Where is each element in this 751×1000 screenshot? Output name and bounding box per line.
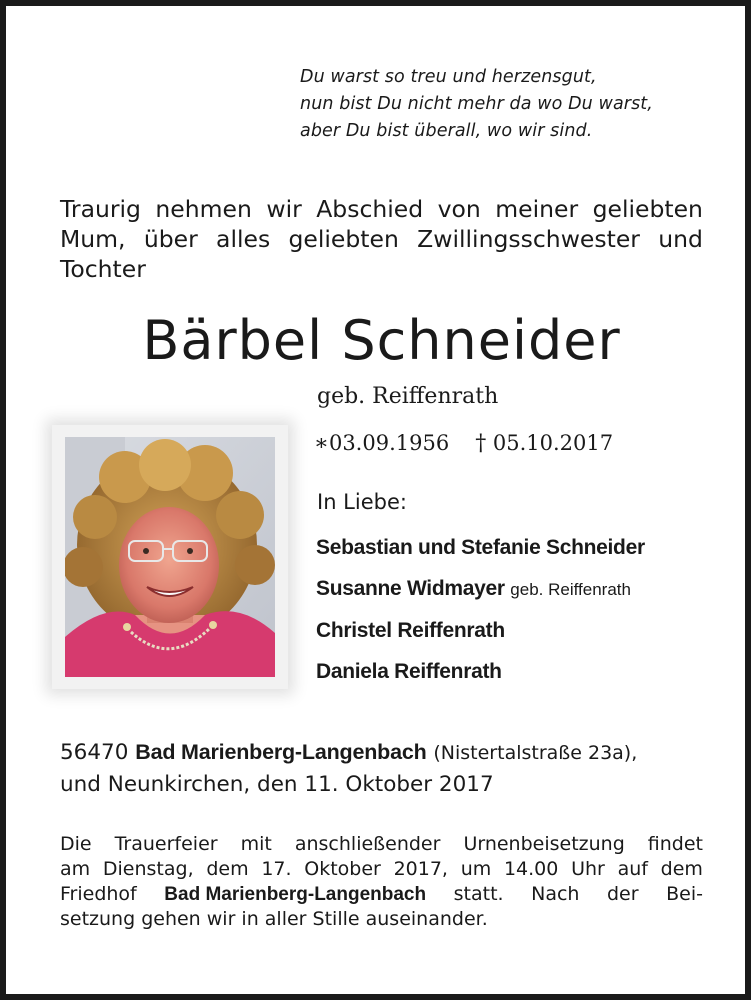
word: Zwillingsschwester [417, 225, 640, 253]
service-line [60, 857, 703, 882]
poem-line: aber Du bist überall, wo wir sind. [300, 121, 593, 141]
word: Traurig [60, 195, 141, 223]
word: über [143, 225, 198, 253]
word: Abschied [316, 195, 424, 223]
word: mit [240, 833, 272, 855]
birth-star-icon: ∗ [314, 431, 329, 456]
word: geliebten [592, 195, 703, 223]
mourner-name: Susanne Widmayer [316, 577, 505, 600]
word: Mum, [60, 225, 126, 253]
word: Urnenbeisetzung [463, 833, 625, 855]
word: statt. [453, 883, 504, 905]
word: 14.00 [503, 858, 559, 880]
portrait-image [65, 437, 275, 677]
cemetery-place: Bad Marienberg-Langenbach [164, 884, 427, 905]
mourner-birth-name: geb. Reiffenrath [510, 580, 631, 599]
word: 17. [261, 858, 292, 880]
word: geliebten [288, 225, 399, 253]
mourner-name: Sebastian und Stefanie Schneider [316, 536, 645, 559]
word: dem [660, 858, 703, 880]
word: Dienstag, [102, 858, 194, 880]
word: Trauerfeier [114, 833, 218, 855]
birth-name: geb. Reiffenrath [317, 384, 499, 409]
funeral-notice [60, 832, 703, 932]
word: wir [266, 195, 302, 223]
mourner-entry [316, 577, 631, 601]
word: nehmen [155, 195, 252, 223]
intro-line [60, 194, 703, 224]
word: Nach [531, 883, 580, 905]
town: Bad Marienberg-Langenbach [135, 740, 427, 764]
intro-line: Tochter [60, 255, 146, 283]
word: Uhr [571, 858, 605, 880]
date-line: und Neunkirchen, den 11. Oktober 2017 [60, 772, 494, 797]
word: Oktober [304, 858, 381, 880]
service-line [60, 832, 703, 857]
word: Friedhof [60, 883, 137, 905]
mourner-name: Daniela Reiffenrath [316, 660, 502, 683]
life-dates [314, 431, 613, 456]
address-line [60, 737, 637, 769]
place-and-date [60, 737, 637, 800]
birth-date: 03.09.1956 [328, 431, 450, 455]
service-line [60, 882, 703, 907]
word: der [607, 883, 639, 905]
word: auf [617, 858, 648, 880]
word: von [437, 195, 481, 223]
word: und [658, 225, 703, 253]
poem [300, 64, 653, 145]
street: (Nistertalstraße 23a), [433, 742, 638, 764]
word: meiner [495, 195, 579, 223]
word: dem [206, 858, 249, 880]
word: um [460, 858, 492, 880]
word: Die [60, 833, 92, 855]
mourners-heading: In Liebe: [317, 490, 407, 514]
poem-line: Du warst so treu und herzensgut, [300, 67, 597, 87]
mourner-name: Christel Reiffenrath [316, 619, 505, 642]
service-line: setzung gehen wir in aller Stille auseinander. [60, 908, 488, 930]
word: alles [216, 225, 271, 253]
word: am [60, 858, 91, 880]
zip-code: 56470 [60, 740, 129, 765]
word: Bei- [666, 883, 703, 905]
portrait-photo [65, 437, 275, 677]
intro-line [60, 224, 703, 254]
word: 2017, [393, 858, 448, 880]
death-cross-icon: † [475, 431, 487, 456]
portrait-frame [52, 425, 288, 689]
word: anschließender [294, 833, 441, 855]
intro-text [60, 194, 703, 284]
poem-line: nun bist Du nicht mehr da wo Du warst, [300, 94, 653, 114]
death-date: 05.10.2017 [492, 431, 614, 455]
deceased-name: Bärbel Schneider [142, 309, 621, 372]
word: findet [647, 833, 703, 855]
